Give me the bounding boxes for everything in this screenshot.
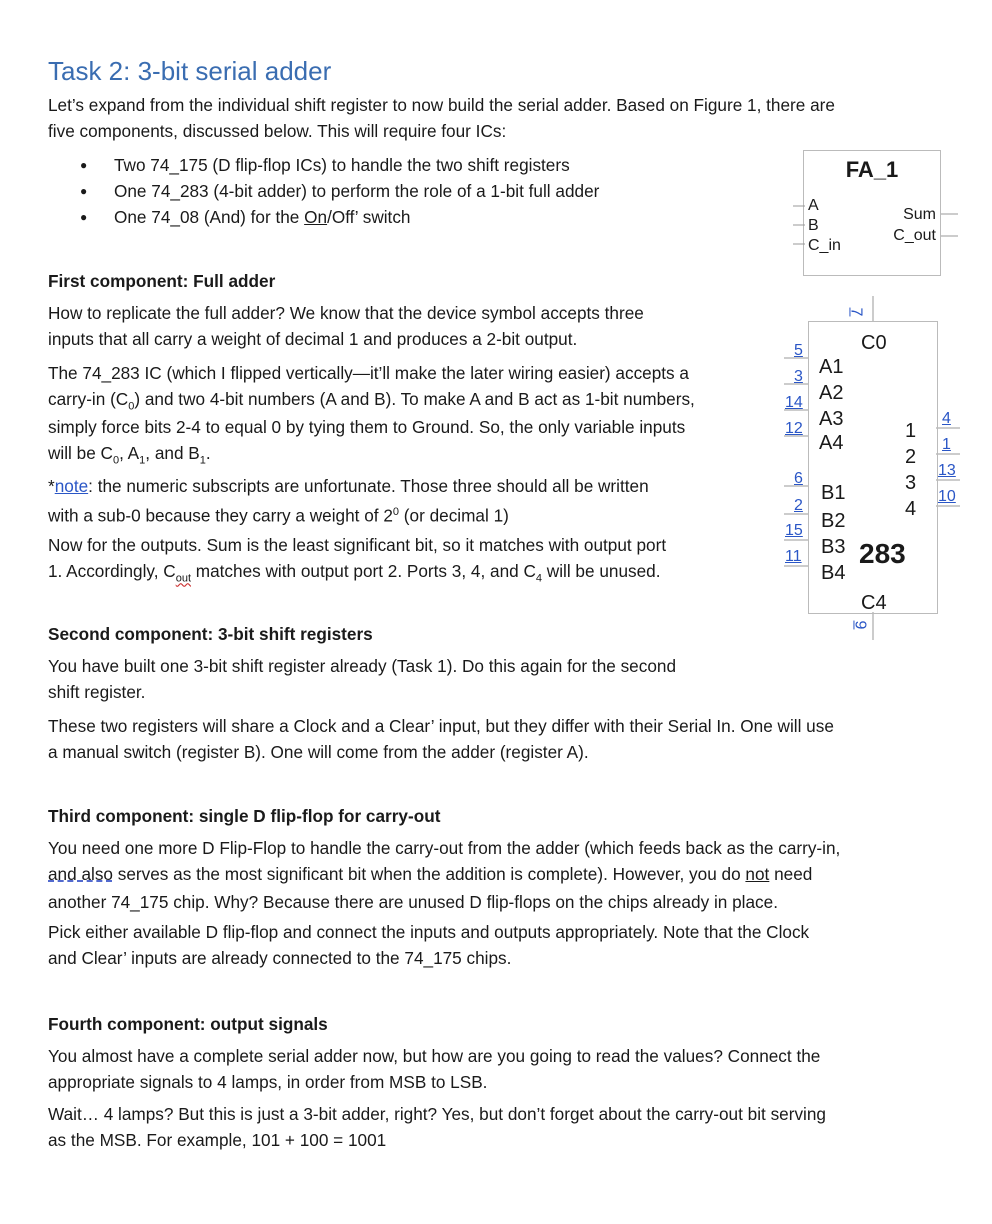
pin-a4: 12	[785, 420, 803, 437]
paragraph-line: shift register.	[48, 682, 146, 702]
b1-label: B1	[821, 482, 846, 504]
paragraph-line: Wait… 4 lamps? But this is just a 3-bit adder, right? Yes, but don’t forget about the carry-out bit serving	[48, 1104, 826, 1124]
pin-b1: 6	[794, 470, 803, 487]
note-line: *note: the numeric subscripts are unfortunate. Those three should all be written	[48, 476, 649, 496]
fa-input-cin: C_in	[808, 237, 841, 254]
b4-label: B4	[821, 562, 846, 584]
c0-label: C0	[861, 332, 887, 354]
a2-label: A2	[819, 382, 844, 404]
paragraph-line: How to replicate the full adder? We know that the device symbol accepts three	[48, 303, 644, 323]
list-item: ● One 74_08 (And) for the On/Off’ switch	[80, 204, 599, 230]
adder-283-symbol	[808, 321, 938, 614]
fa-input-a: A	[808, 197, 819, 214]
pin-out-4: 10	[938, 488, 956, 505]
a4-label: A4	[819, 432, 844, 454]
pin-out-2: 1	[942, 436, 951, 453]
chip-number: 283	[859, 538, 906, 569]
paragraph-line: inputs that all carry a weight of decimal 1 and produces a 2-bit output.	[48, 329, 578, 349]
paragraph-line: The 74_283 IC (which I flipped vertically—it’ll make the later wiring easier) accepts a	[48, 363, 689, 383]
paragraph-line: These two registers will share a Clock and a Clear’ input, but they differ with their Serial In. One will use	[48, 716, 834, 736]
out-3-label: 3	[905, 472, 917, 494]
fa-input-b: B	[808, 217, 819, 234]
paragraph-line: another 74_175 chip. Why? Because there are unused D flip-flops on the chips already in place.	[48, 892, 778, 912]
section-heading-fourth: Fourth component: output signals	[48, 1014, 328, 1034]
b2-label: B2	[821, 510, 846, 532]
pin-a3: 14	[785, 394, 803, 411]
a3-label: A3	[819, 408, 844, 430]
out-1-label: 1	[905, 420, 917, 442]
out-4-label: 4	[905, 498, 917, 520]
page-title: Task 2: 3-bit serial adder	[48, 56, 332, 86]
fa-output-cout: C_out	[893, 227, 936, 244]
intro-line-2: five components, discussed below. This will require four ICs:	[48, 121, 507, 141]
c4-label: C4	[861, 592, 887, 614]
pin-b3: 15	[785, 522, 803, 539]
paragraph-line: and also serves as the most significant bit when the addition is complete). However, you do not need	[48, 864, 813, 884]
out-2-label: 2	[905, 446, 917, 468]
paragraph-line: will be $C_0$, $A_1$, and $B_1$.	[48, 443, 211, 467]
section-heading-second: Second component: 3-bit shift registers	[48, 624, 373, 644]
paragraph-line: 1. Accordingly, $C_{out}$ matches with output port 2. Ports 3, 4, and $C_4$ will be unused.	[48, 561, 661, 585]
paragraph-line: and Clear’ inputs are already connected to the 74_175 chips.	[48, 948, 512, 968]
paragraph-line: You almost have a complete serial adder now, but how are you going to read the values? Connect the	[48, 1046, 821, 1066]
pin-b2: 2	[794, 497, 803, 514]
paragraph-line: You have built one 3-bit shift register already (Task 1). Do this again for the second	[48, 656, 677, 676]
b3-label: B3	[821, 536, 846, 558]
pin-c4: 9	[851, 620, 869, 630]
pin-out-3: 13	[938, 462, 956, 479]
fa-title: FA_1	[845, 157, 899, 182]
section-heading-third: Third component: single D flip-flop for carry-out	[48, 806, 441, 826]
fa-output-sum: Sum	[903, 206, 936, 223]
note-line-2: with a sub-0 because they carry a weight of $2^0$ (or decimal 1)	[48, 505, 509, 526]
list-item: ● Two 74_175 (D flip-flop ICs) to handle the two shift registers	[80, 152, 599, 178]
paragraph-line: carry-in $(C_0)$ and two 4-bit numbers (A and B). To make A and B act as 1-bit numbers,	[48, 389, 695, 413]
paragraph-line: a manual switch (register B). One will come from the adder (register A).	[48, 742, 589, 762]
paragraph-line: as the MSB. For example, 101 + 100 = 1001	[48, 1130, 387, 1150]
section-heading-first: First component: Full adder	[48, 271, 276, 291]
list-item: ● One 74_283 (4-bit adder) to perform the role of a 1-bit full adder	[80, 178, 599, 204]
a1-label: A1	[819, 356, 844, 378]
pin-a1: 5	[794, 342, 803, 359]
paragraph-line: Now for the outputs. Sum is the least significant bit, so it matches with output port	[48, 535, 667, 555]
pin-out-1: 4	[942, 410, 951, 427]
pin-a2: 3	[794, 368, 803, 385]
pin-c0: 7	[847, 307, 865, 317]
paragraph-line: simply force bits 2-4 to equal 0 by tying them to Ground. So, the only variable inputs	[48, 417, 686, 437]
paragraph-line: You need one more D Flip-Flop to handle the carry-out from the adder (which feeds back as the carry-in,	[48, 838, 841, 858]
note-link[interactable]: note	[54, 476, 89, 496]
intro-line-1: Let’s expand from the individual shift register to now build the serial adder. Based on Figure 1, there are	[48, 95, 835, 115]
paragraph-line: appropriate signals to 4 lamps, in order from MSB to LSB.	[48, 1072, 488, 1092]
pin-b4: 11	[785, 548, 802, 565]
paragraph-line: Pick either available D flip-flop and connect the inputs and outputs appropriately. Note that the Clock	[48, 922, 810, 942]
